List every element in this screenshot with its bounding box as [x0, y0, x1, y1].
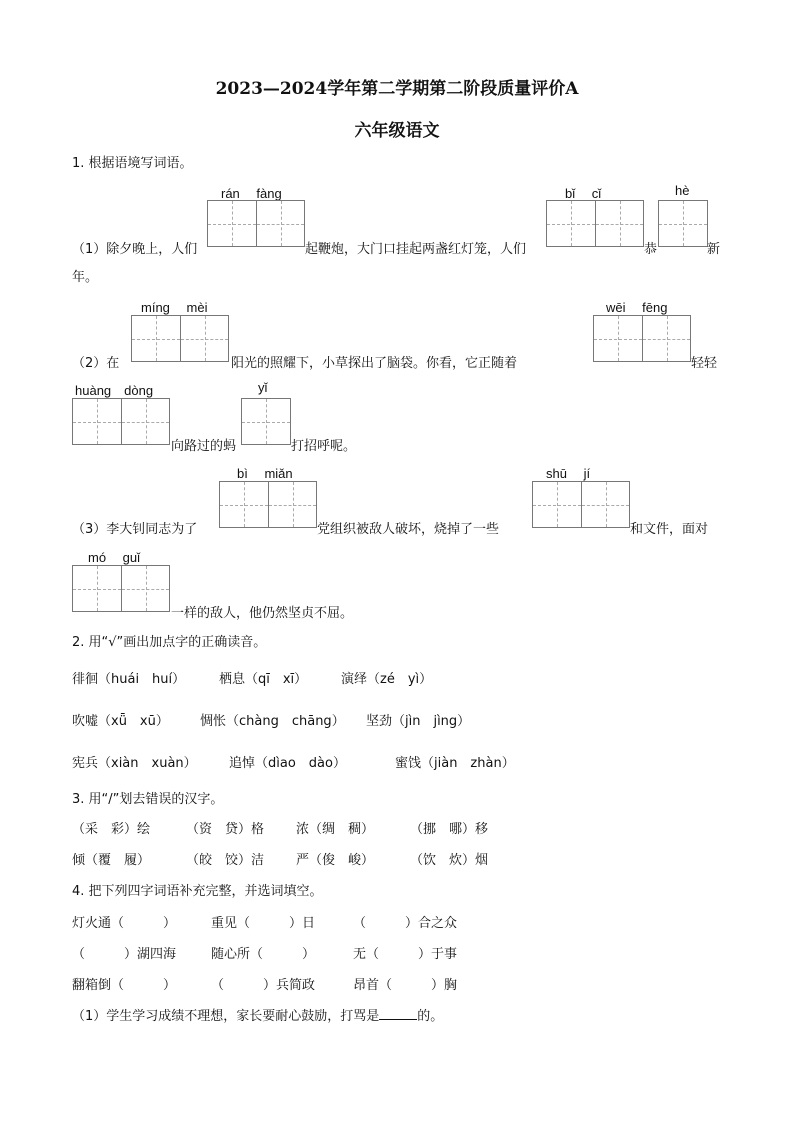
q1-s1-part-e: 年。 — [72, 270, 99, 285]
answer-box-yi[interactable] — [241, 398, 291, 445]
q3-item[interactable]: （皎 饺）洁 — [186, 853, 265, 868]
q1-s2-part-e: 打招呼呢。 — [291, 439, 357, 454]
answer-box-he[interactable] — [658, 200, 708, 247]
q2-item[interactable]: 徘徊（huái huí） — [72, 672, 186, 687]
q1-s3-part-c: 和文件，面对 — [630, 522, 709, 537]
q4-heading: 4. 把下列四字词语补充完整，并选词填空。 — [72, 884, 323, 899]
answer-box-wei-feng[interactable] — [593, 315, 691, 362]
q2-item[interactable]: 演绎（zé yì） — [341, 672, 433, 687]
q2-item[interactable]: 宪兵（xiàn xuàn） — [72, 756, 197, 771]
q1-heading: 1. 根据语境写词语。 — [72, 156, 193, 171]
q4-item[interactable]: 灯火通（ ） — [72, 916, 177, 931]
pinyin-wei-feng: wēi fēng — [606, 300, 668, 315]
q3-item[interactable]: （挪 哪）移 — [410, 822, 489, 837]
q3-item[interactable]: （资 贷）格 — [186, 822, 265, 837]
q3-item[interactable]: 严（俊 峻） — [296, 853, 375, 868]
answer-box-bi-ci[interactable] — [546, 200, 644, 247]
q1-s3-part-b: 党组织被敌人破坏，烧掉了一些 — [317, 522, 500, 537]
q4-item[interactable]: 无（ ）于事 — [353, 947, 458, 962]
q1-s2-part-c: 轻轻 — [691, 356, 718, 371]
answer-box-ming-mei[interactable] — [131, 315, 229, 362]
q4-s1-part-b: 的。 — [417, 1009, 444, 1024]
q4-item[interactable]: 重见（ ）日 — [211, 916, 316, 931]
q3-item[interactable]: （饮 炊）烟 — [410, 853, 489, 868]
answer-box-shu-ji[interactable] — [532, 481, 630, 528]
q4-item[interactable]: 随心所（ ） — [211, 947, 316, 962]
pinyin-huang-dong: huàng dòng — [75, 383, 154, 398]
q1-s3-part-d: 一样的敌人，他仍然坚贞不屈。 — [171, 606, 354, 621]
answer-box-ran-fang[interactable] — [207, 200, 305, 247]
page-subtitle: 六年级语文 — [354, 121, 440, 141]
q4-sentence-1 — [72, 1005, 443, 1024]
q4-s1-blank[interactable] — [379, 1007, 417, 1020]
answer-box-bi-mian[interactable] — [219, 481, 317, 528]
pinyin-yi: yǐ — [258, 380, 268, 395]
page-title: 2023—2024学年第二学期第二阶段质量评价A — [215, 79, 579, 99]
q1-s1-part-c: 恭 — [644, 242, 658, 257]
pinyin-bi-mian: bì miǎn — [237, 466, 293, 481]
q4-item[interactable]: （ ）湖四海 — [72, 947, 177, 962]
q4-item[interactable]: （ ）兵简政 — [211, 978, 316, 993]
q4-item[interactable]: 翻箱倒（ ） — [72, 978, 177, 993]
pinyin-bi-ci: bǐ cǐ — [565, 186, 602, 201]
pinyin-shu-ji: shū jí — [546, 466, 591, 481]
pinyin-mo-gui: mó guǐ — [88, 550, 141, 565]
q3-item[interactable]: （采 彩）绘 — [72, 822, 151, 837]
q2-item[interactable]: 追悼（dìao dào） — [229, 756, 346, 771]
q2-heading: 2. 用“√”画出加点字的正确读音。 — [72, 635, 267, 650]
q1-s3-part-a: （3）李大钊同志为了 — [72, 522, 198, 537]
q2-item[interactable]: 蜜饯（jiàn zhàn） — [395, 756, 515, 771]
q3-item[interactable]: 浓（绸 稠） — [296, 822, 375, 837]
q2-item[interactable]: 栖息（qī xī） — [219, 672, 308, 687]
q1-s2-part-a: （2）在 — [72, 356, 120, 371]
q1-s1-part-b: 起鞭炮，大门口挂起两盏红灯笼，人们 — [305, 242, 527, 257]
pinyin-he: hè — [675, 183, 690, 198]
q3-heading: 3. 用“/”划去错误的汉字。 — [72, 792, 224, 807]
q4-s1-part-a: （1）学生学习成绩不理想，家长要耐心鼓励，打骂是 — [72, 1009, 380, 1024]
q4-item[interactable]: （ ）合之众 — [353, 916, 458, 931]
q4-item[interactable]: 昂首（ ）胸 — [353, 978, 458, 993]
q1-s2-part-b: 阳光的照耀下，小草探出了脑袋。你看，它正随着 — [231, 356, 518, 371]
q1-s2-part-d: 向路过的蚂 — [171, 439, 237, 454]
q2-item[interactable]: 吹嘘（xǖ xū） — [72, 714, 169, 729]
q2-item[interactable]: 坚劲（jìn jìng） — [366, 714, 471, 729]
pinyin-ming-mei: míng mèi — [141, 300, 208, 315]
q3-item[interactable]: 倾（覆 履） — [72, 853, 151, 868]
pinyin-ran-fang: rán fàng — [221, 186, 282, 201]
q1-s1-part-a: （1）除夕晚上，人们 — [72, 242, 198, 257]
q2-item[interactable]: 惆怅（chàng chāng） — [200, 714, 345, 729]
q1-s1-part-d: 新 — [707, 242, 721, 257]
answer-box-huang-dong[interactable] — [72, 398, 170, 445]
answer-box-mo-gui[interactable] — [72, 565, 170, 612]
